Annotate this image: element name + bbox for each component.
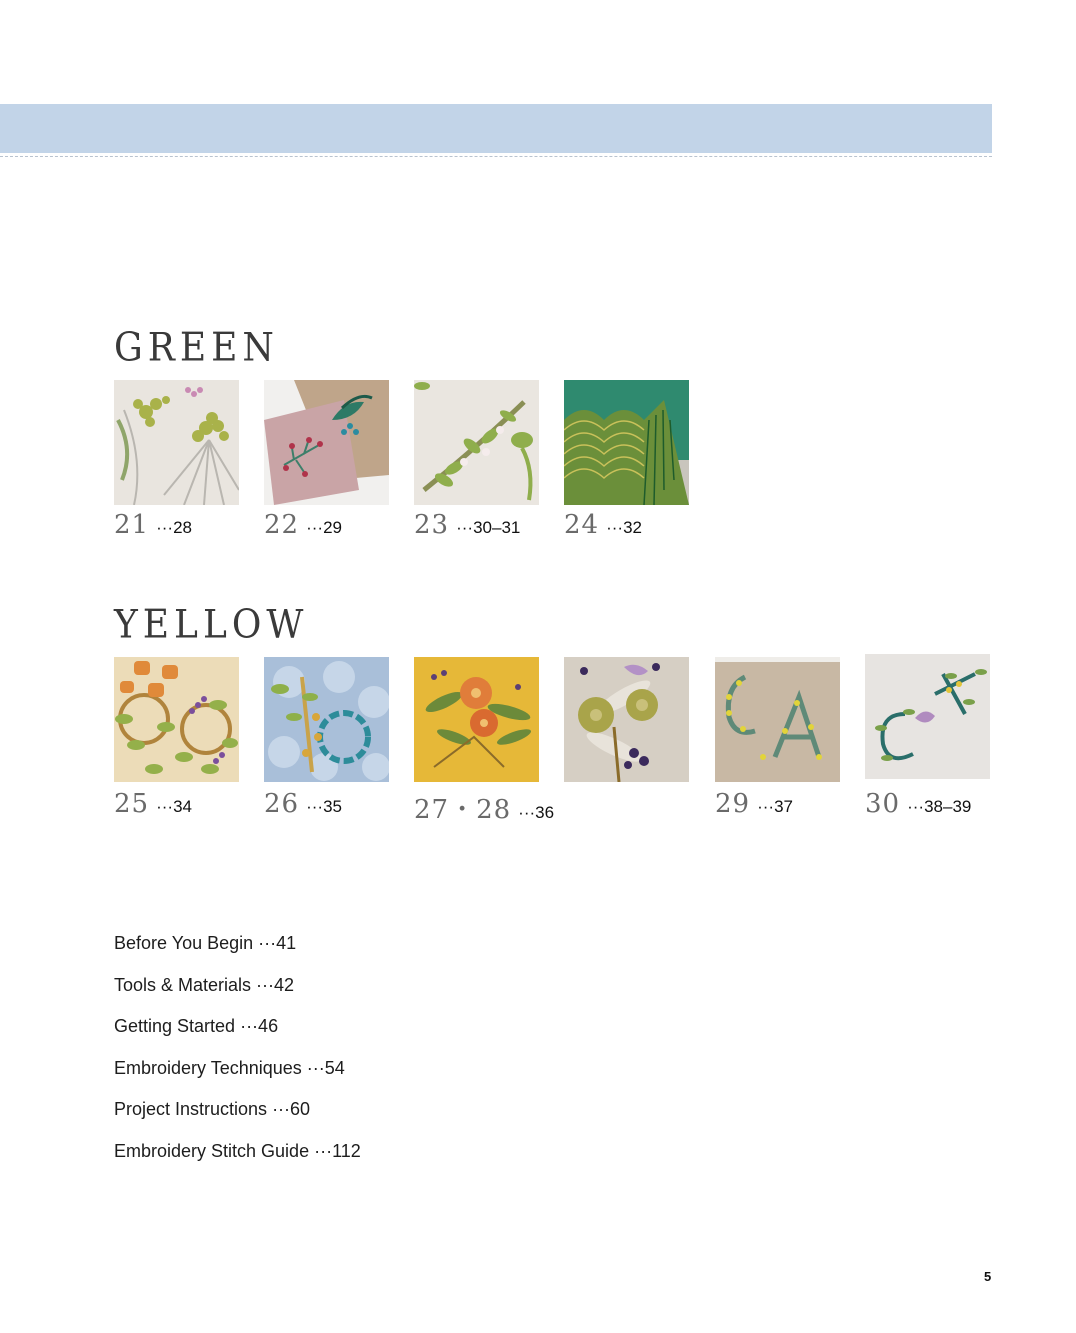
- toc-item-stitch-guide[interactable]: Embroidery Stitch Guide ···112: [114, 1140, 361, 1161]
- project-number: 21: [114, 510, 150, 540]
- page-number: 5: [984, 1269, 992, 1284]
- project-thumbnail-26[interactable]: [264, 657, 389, 782]
- section-title-yellow: YELLOW: [114, 603, 309, 648]
- project-thumbnail-27[interactable]: [414, 657, 539, 782]
- section-title-green: GREEN: [114, 326, 279, 371]
- project-number: 29: [715, 789, 751, 819]
- project-number: 24: [564, 510, 600, 540]
- page-reference: ···37: [757, 797, 793, 816]
- toc-item-before-you-begin[interactable]: Before You Begin ···41: [114, 933, 297, 953]
- project-thumbnail-22[interactable]: [264, 380, 389, 505]
- toc-item-project-instructions[interactable]: Project Instructions ···60: [114, 1099, 311, 1119]
- page-reference: ···35: [306, 797, 342, 816]
- page-reference: ···38–39: [907, 797, 972, 816]
- project-thumbnail-24[interactable]: [564, 380, 689, 505]
- header-band: [0, 104, 992, 153]
- project-thumbnail-21[interactable]: [114, 380, 239, 505]
- project-number: 26: [264, 789, 300, 819]
- project-caption-21: [114, 510, 192, 540]
- project-number: 30: [865, 789, 901, 819]
- page-reference: ···28: [156, 518, 192, 537]
- dashed-divider: [0, 156, 992, 157]
- project-caption-30: [865, 789, 971, 819]
- project-number: 22: [264, 510, 300, 540]
- project-caption-27-28: [414, 789, 554, 826]
- project-thumbnail-29[interactable]: [715, 657, 840, 782]
- page-reference: ···29: [306, 518, 342, 537]
- page-reference: ···30–31: [456, 518, 521, 537]
- project-number: 27・28: [414, 795, 512, 825]
- project-caption-24: [564, 510, 642, 540]
- project-caption-23: [414, 510, 520, 540]
- toc-item-tools-materials[interactable]: Tools & Materials ···42: [114, 974, 295, 995]
- toc-item-getting-started[interactable]: Getting Started ···46: [114, 1016, 279, 1036]
- project-caption-26: [264, 789, 342, 819]
- page-reference: ···34: [156, 797, 192, 816]
- project-caption-25: [114, 789, 192, 819]
- project-thumbnail-30[interactable]: [865, 654, 991, 779]
- page-reference: ···32: [606, 518, 642, 537]
- project-thumbnail-25[interactable]: [114, 657, 239, 782]
- page-reference: ···36: [518, 803, 555, 822]
- contents-list: [114, 930, 361, 1179]
- project-thumbnail-28[interactable]: [564, 657, 689, 782]
- project-number: 23: [414, 510, 450, 540]
- project-thumbnail-23[interactable]: [414, 380, 539, 505]
- project-caption-22: [264, 510, 342, 540]
- project-number: 25: [114, 789, 150, 819]
- toc-item-embroidery-techniques[interactable]: Embroidery Techniques ···54: [114, 1057, 345, 1078]
- project-caption-29: [715, 789, 793, 819]
